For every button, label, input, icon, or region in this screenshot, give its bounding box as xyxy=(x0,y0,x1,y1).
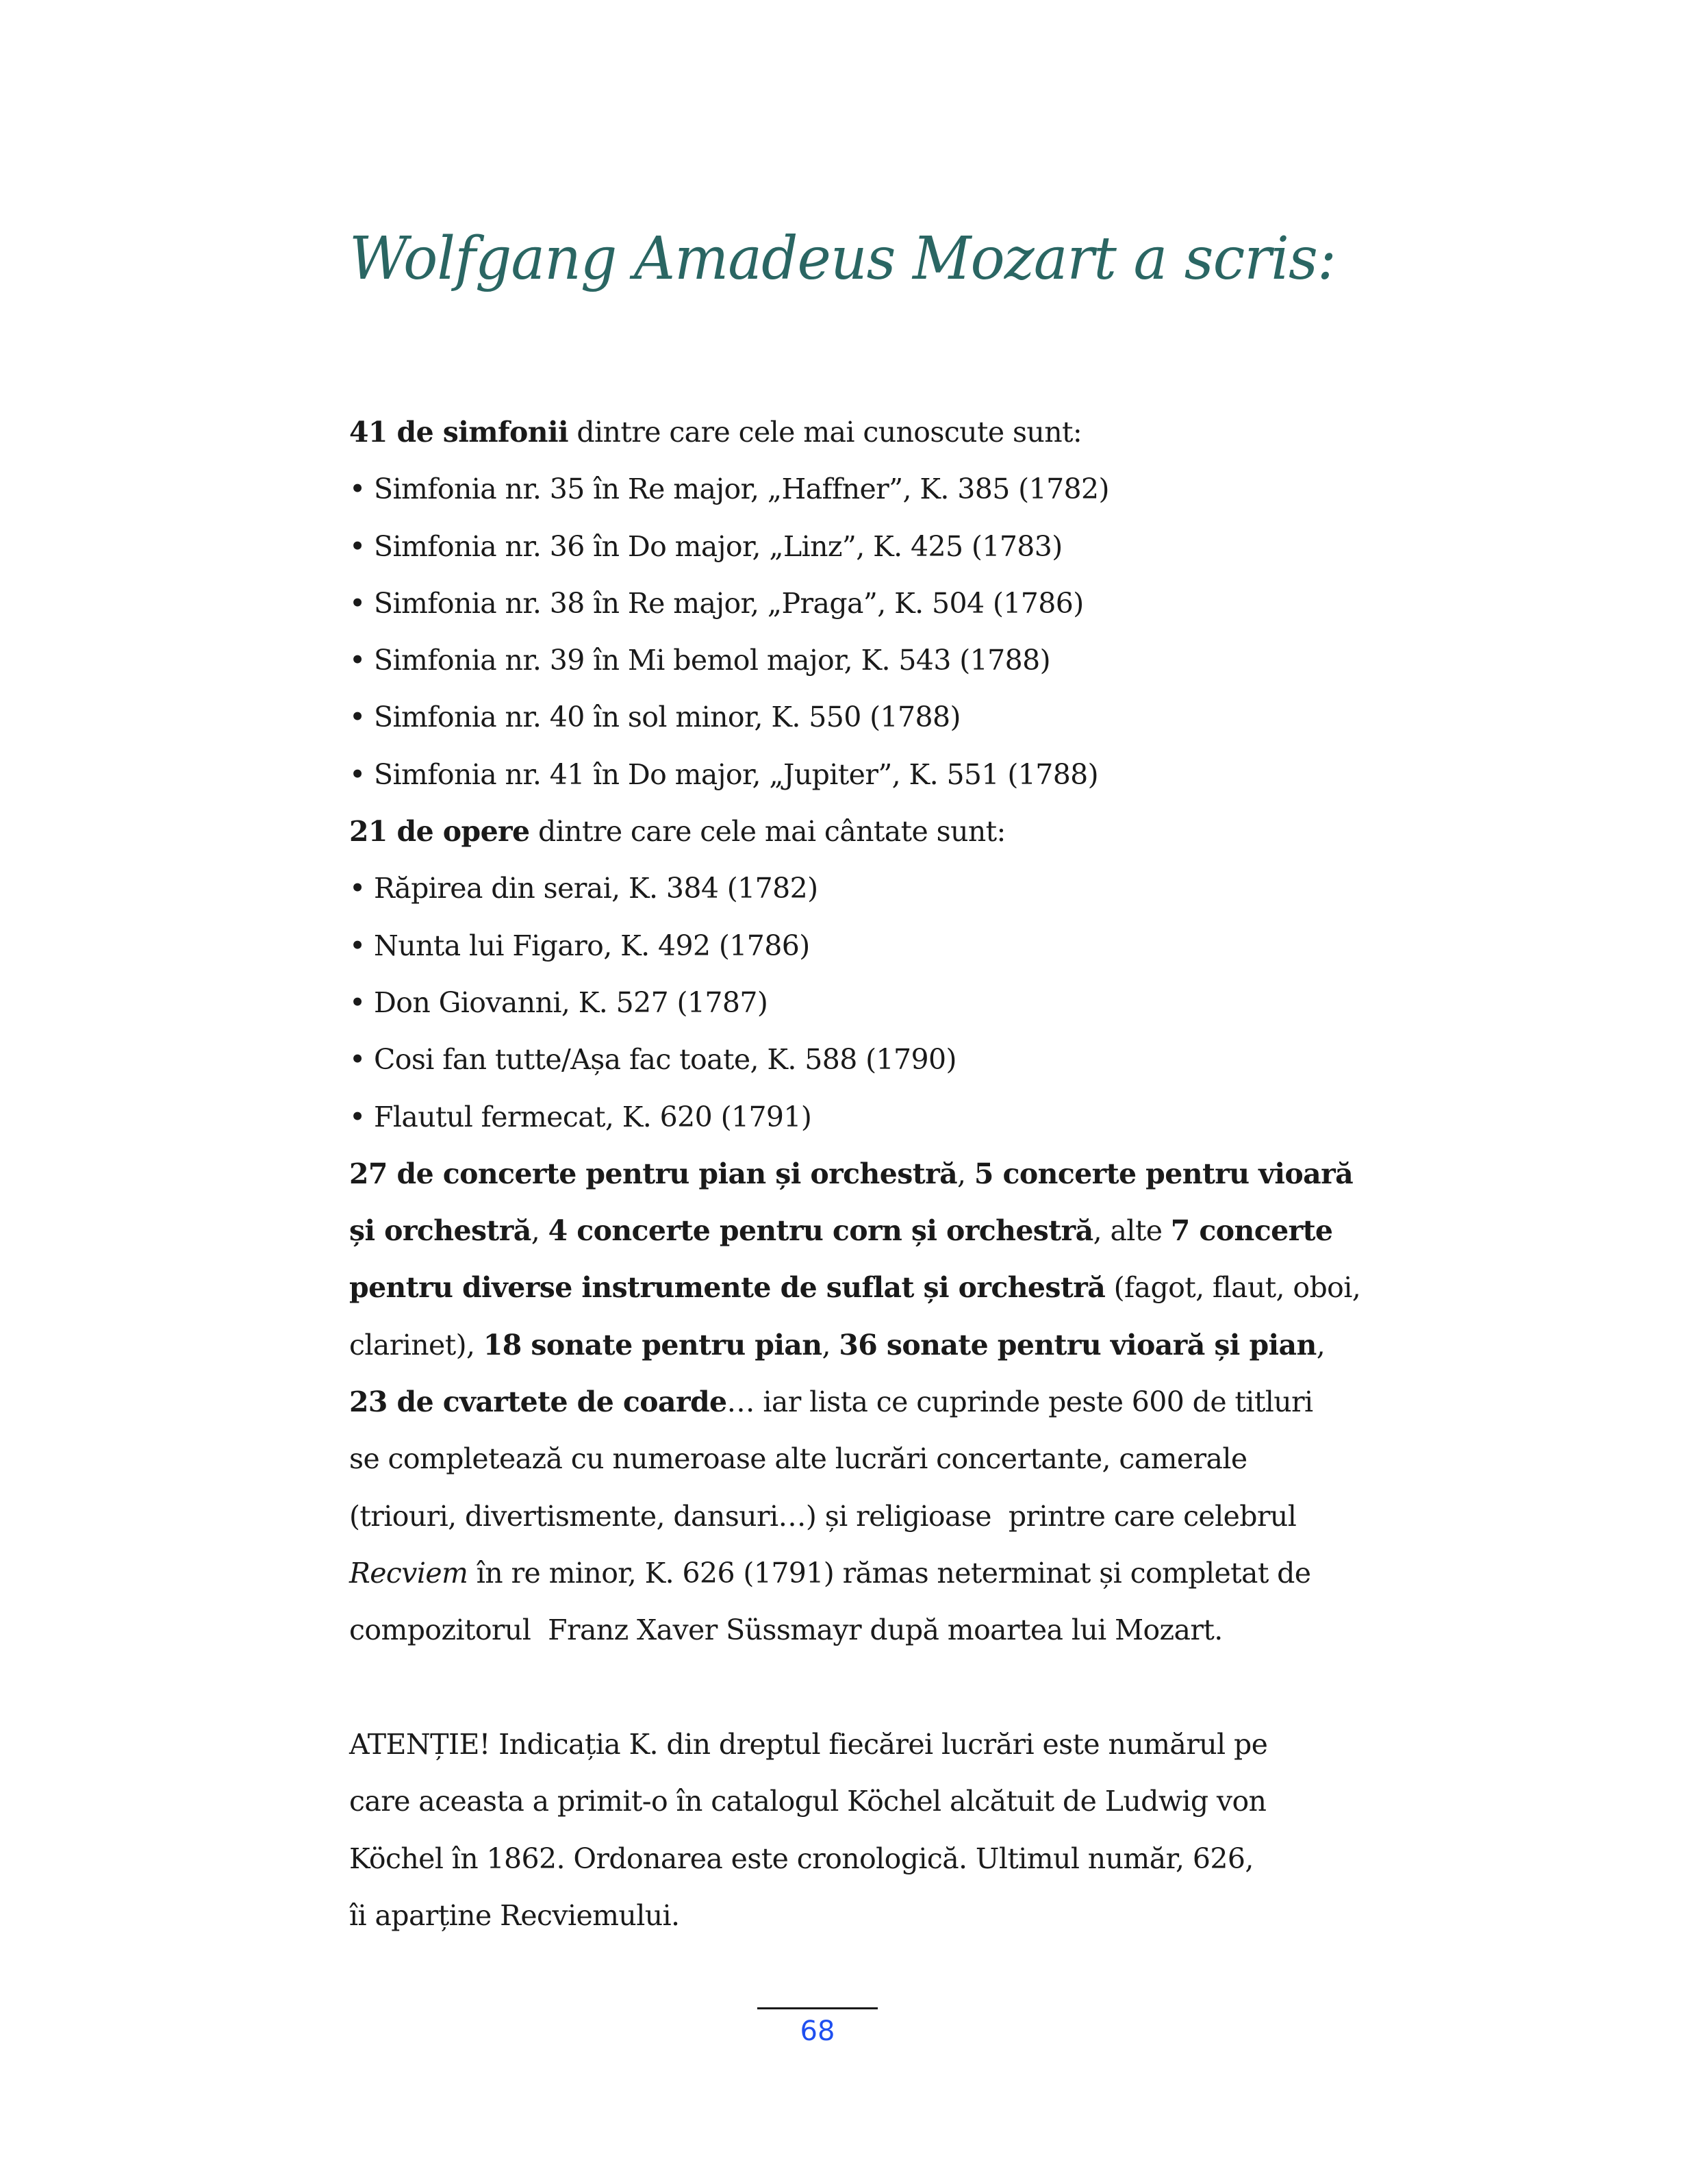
text-segment: • Simfonia nr. 40 în sol minor, K. 550 (1788) xyxy=(349,701,961,734)
text-line xyxy=(349,1602,1390,1659)
bold-text: 23 de cvartete de coarde xyxy=(349,1385,727,1419)
text-segment: • Don Giovanni, K. 527 (1787) xyxy=(349,986,768,1019)
page-title: Wolfgang Amadeus Mozart a scris: xyxy=(349,225,1336,293)
bold-text: 4 concerte pentru corn și orchestră xyxy=(548,1214,1093,1248)
bold-text: și orchestră xyxy=(349,1214,531,1248)
text-line xyxy=(349,860,1390,917)
text-line xyxy=(349,632,1390,689)
text-segment: care aceasta a primit-o în catalogul Köchel alcătuit de Ludwig von xyxy=(349,1785,1267,1818)
text-line xyxy=(349,461,1390,518)
text-segment: • Cosi fan tutte/Așa fac toate, K. 588 (1790) xyxy=(349,1043,956,1077)
bold-text: 21 de opere xyxy=(349,815,530,849)
text-line xyxy=(349,404,1390,461)
text-line xyxy=(349,1773,1390,1830)
bold-text: 18 sonate pentru pian xyxy=(483,1328,822,1361)
bold-text: 27 de concerte pentru pian și orchestră xyxy=(349,1157,958,1190)
text-line xyxy=(349,1317,1390,1374)
text-line xyxy=(349,1716,1390,1773)
text-line xyxy=(349,1146,1390,1203)
text-segment: clarinet), xyxy=(349,1328,483,1361)
text-segment: se completează cu numeroase alte lucrări concertante, camerale xyxy=(349,1442,1247,1476)
text-line xyxy=(349,975,1390,1031)
text-line xyxy=(349,518,1390,575)
text-segment: dintre care cele mai cunoscute sunt: xyxy=(568,416,1082,449)
text-segment: • Nunta lui Figaro, K. 492 (1786) xyxy=(349,929,810,962)
text-line xyxy=(349,746,1390,803)
text-segment: • Simfonia nr. 35 în Re major, „Haffner”, K. 385 (1782) xyxy=(349,473,1109,506)
text-line xyxy=(349,1374,1390,1431)
page-number: 68 xyxy=(800,2016,835,2047)
text-segment: • Simfonia nr. 38 în Re major, „Praga”, K. 504 (1786) xyxy=(349,586,1084,620)
text-segment: compozitorul Franz Xaver Süssmayr după moartea lui Mozart. xyxy=(349,1614,1223,1647)
text-segment: ATENȚIE! Indicația K. din dreptul fiecărei lucrări este numărul pe xyxy=(349,1728,1268,1761)
text-segment: • Răpirea din serai, K. 384 (1782) xyxy=(349,872,818,905)
footer-divider xyxy=(757,2007,878,2009)
text-line xyxy=(349,1545,1390,1602)
text-line xyxy=(349,1089,1390,1146)
text-line xyxy=(349,1031,1390,1088)
text-segment: în re minor, K. 626 (1791) rămas neterminat și completat de xyxy=(468,1556,1311,1590)
text-segment: , xyxy=(822,1328,839,1361)
text-segment: , alte xyxy=(1093,1214,1171,1248)
text-line xyxy=(349,1431,1390,1488)
text-line xyxy=(349,1488,1390,1545)
text-line xyxy=(349,1203,1390,1259)
text-line xyxy=(349,575,1390,632)
text-line xyxy=(349,1887,1390,1944)
bold-text: 5 concerte pentru vioară xyxy=(974,1157,1354,1190)
text-segment: dintre care cele mai cântate sunt: xyxy=(529,815,1006,849)
text-line xyxy=(349,1259,1390,1316)
text-segment: (triouri, divertismente, dansuri…) și religioase printre care celebrul xyxy=(349,1499,1297,1533)
text-segment: , xyxy=(957,1157,974,1190)
works-list-section xyxy=(349,404,1390,1659)
text-segment: • Flautul fermecat, K. 620 (1791) xyxy=(349,1100,812,1133)
text-segment: , xyxy=(1316,1328,1326,1361)
text-line xyxy=(349,689,1390,746)
attention-note xyxy=(349,1716,1390,1944)
text-line xyxy=(349,918,1390,975)
text-segment: … iar lista ce cuprinde peste 600 de titluri xyxy=(726,1385,1313,1419)
text-line xyxy=(349,1831,1390,1887)
text-segment: • Simfonia nr. 41 în Do major, „Jupiter”, K. 551 (1788) xyxy=(349,757,1099,791)
text-segment: • Simfonia nr. 39 în Mi bemol major, K. 543 (1788) xyxy=(349,644,1051,677)
bold-text: 36 sonate pentru vioară și pian xyxy=(839,1328,1317,1361)
text-line xyxy=(349,803,1390,860)
text-segment: îi aparține Recviemului. xyxy=(349,1898,680,1932)
text-segment: • Simfonia nr. 36 în Do major, „Linz”, K. 425 (1783) xyxy=(349,529,1063,563)
bold-text: 7 concerte xyxy=(1170,1214,1333,1248)
text-segment: , xyxy=(531,1214,548,1248)
text-segment: (fagot, flaut, oboi, xyxy=(1105,1271,1361,1305)
italic-text: Recviem xyxy=(349,1556,468,1590)
bold-text: pentru diverse instrumente de suflat și orchestră xyxy=(349,1271,1106,1305)
text-segment: Köchel în 1862. Ordonarea este cronologică. Ultimul număr, 626, xyxy=(349,1842,1254,1875)
bold-text: 41 de simfonii xyxy=(349,416,568,449)
